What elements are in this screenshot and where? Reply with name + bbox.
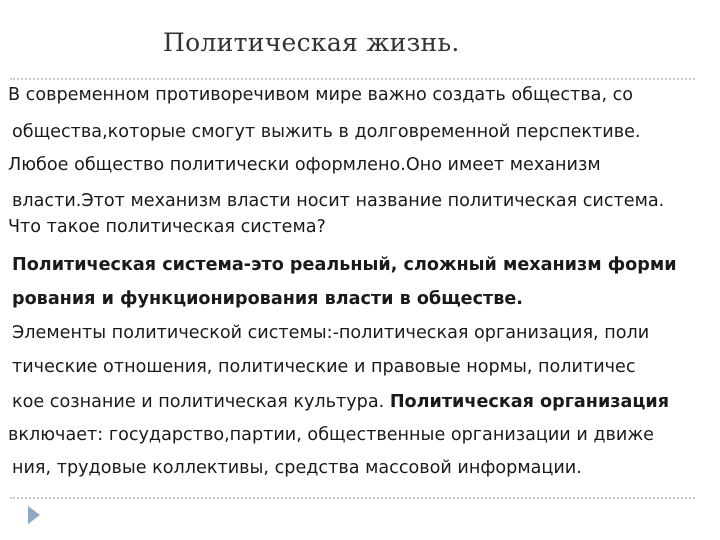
slide-title: Политическая жизнь. [163, 28, 460, 57]
bottom-divider [10, 497, 695, 499]
text-line [12, 391, 669, 413]
text-line: тические отношения, политические и правовые нормы, политичес [12, 357, 636, 377]
bold-text: Политическая система-это реальный, сложный механизм форми [12, 255, 677, 275]
text-line [12, 288, 523, 310]
text-line: Элементы политической системы:-политическая организация, поли [12, 323, 650, 343]
bold-text: Политическая организация [389, 392, 670, 412]
text-line [12, 254, 677, 276]
text-line: В современном противоречивом мире важно создать общества, со [8, 85, 634, 105]
text-line: власти.Этот механизм власти носит название политическая система. [12, 191, 665, 211]
bold-text: рования и функционирования власти в обществе. [12, 289, 523, 309]
text-span: кое сознание и политическая культура. [12, 392, 385, 412]
text-line: ния, трудовые коллективы, средства массовой информации. [12, 458, 582, 478]
text-line: Что такое политическая система? [8, 217, 326, 237]
text-line: включает: государство,партии, общественные организации и движе [8, 425, 655, 445]
text-line: общества,которые смогут выжить в долговременной перспективе. [12, 122, 641, 142]
triangle-bullet-icon [28, 506, 40, 524]
text-line: Любое общество политически оформлено.Оно имеет механизм [8, 155, 601, 175]
